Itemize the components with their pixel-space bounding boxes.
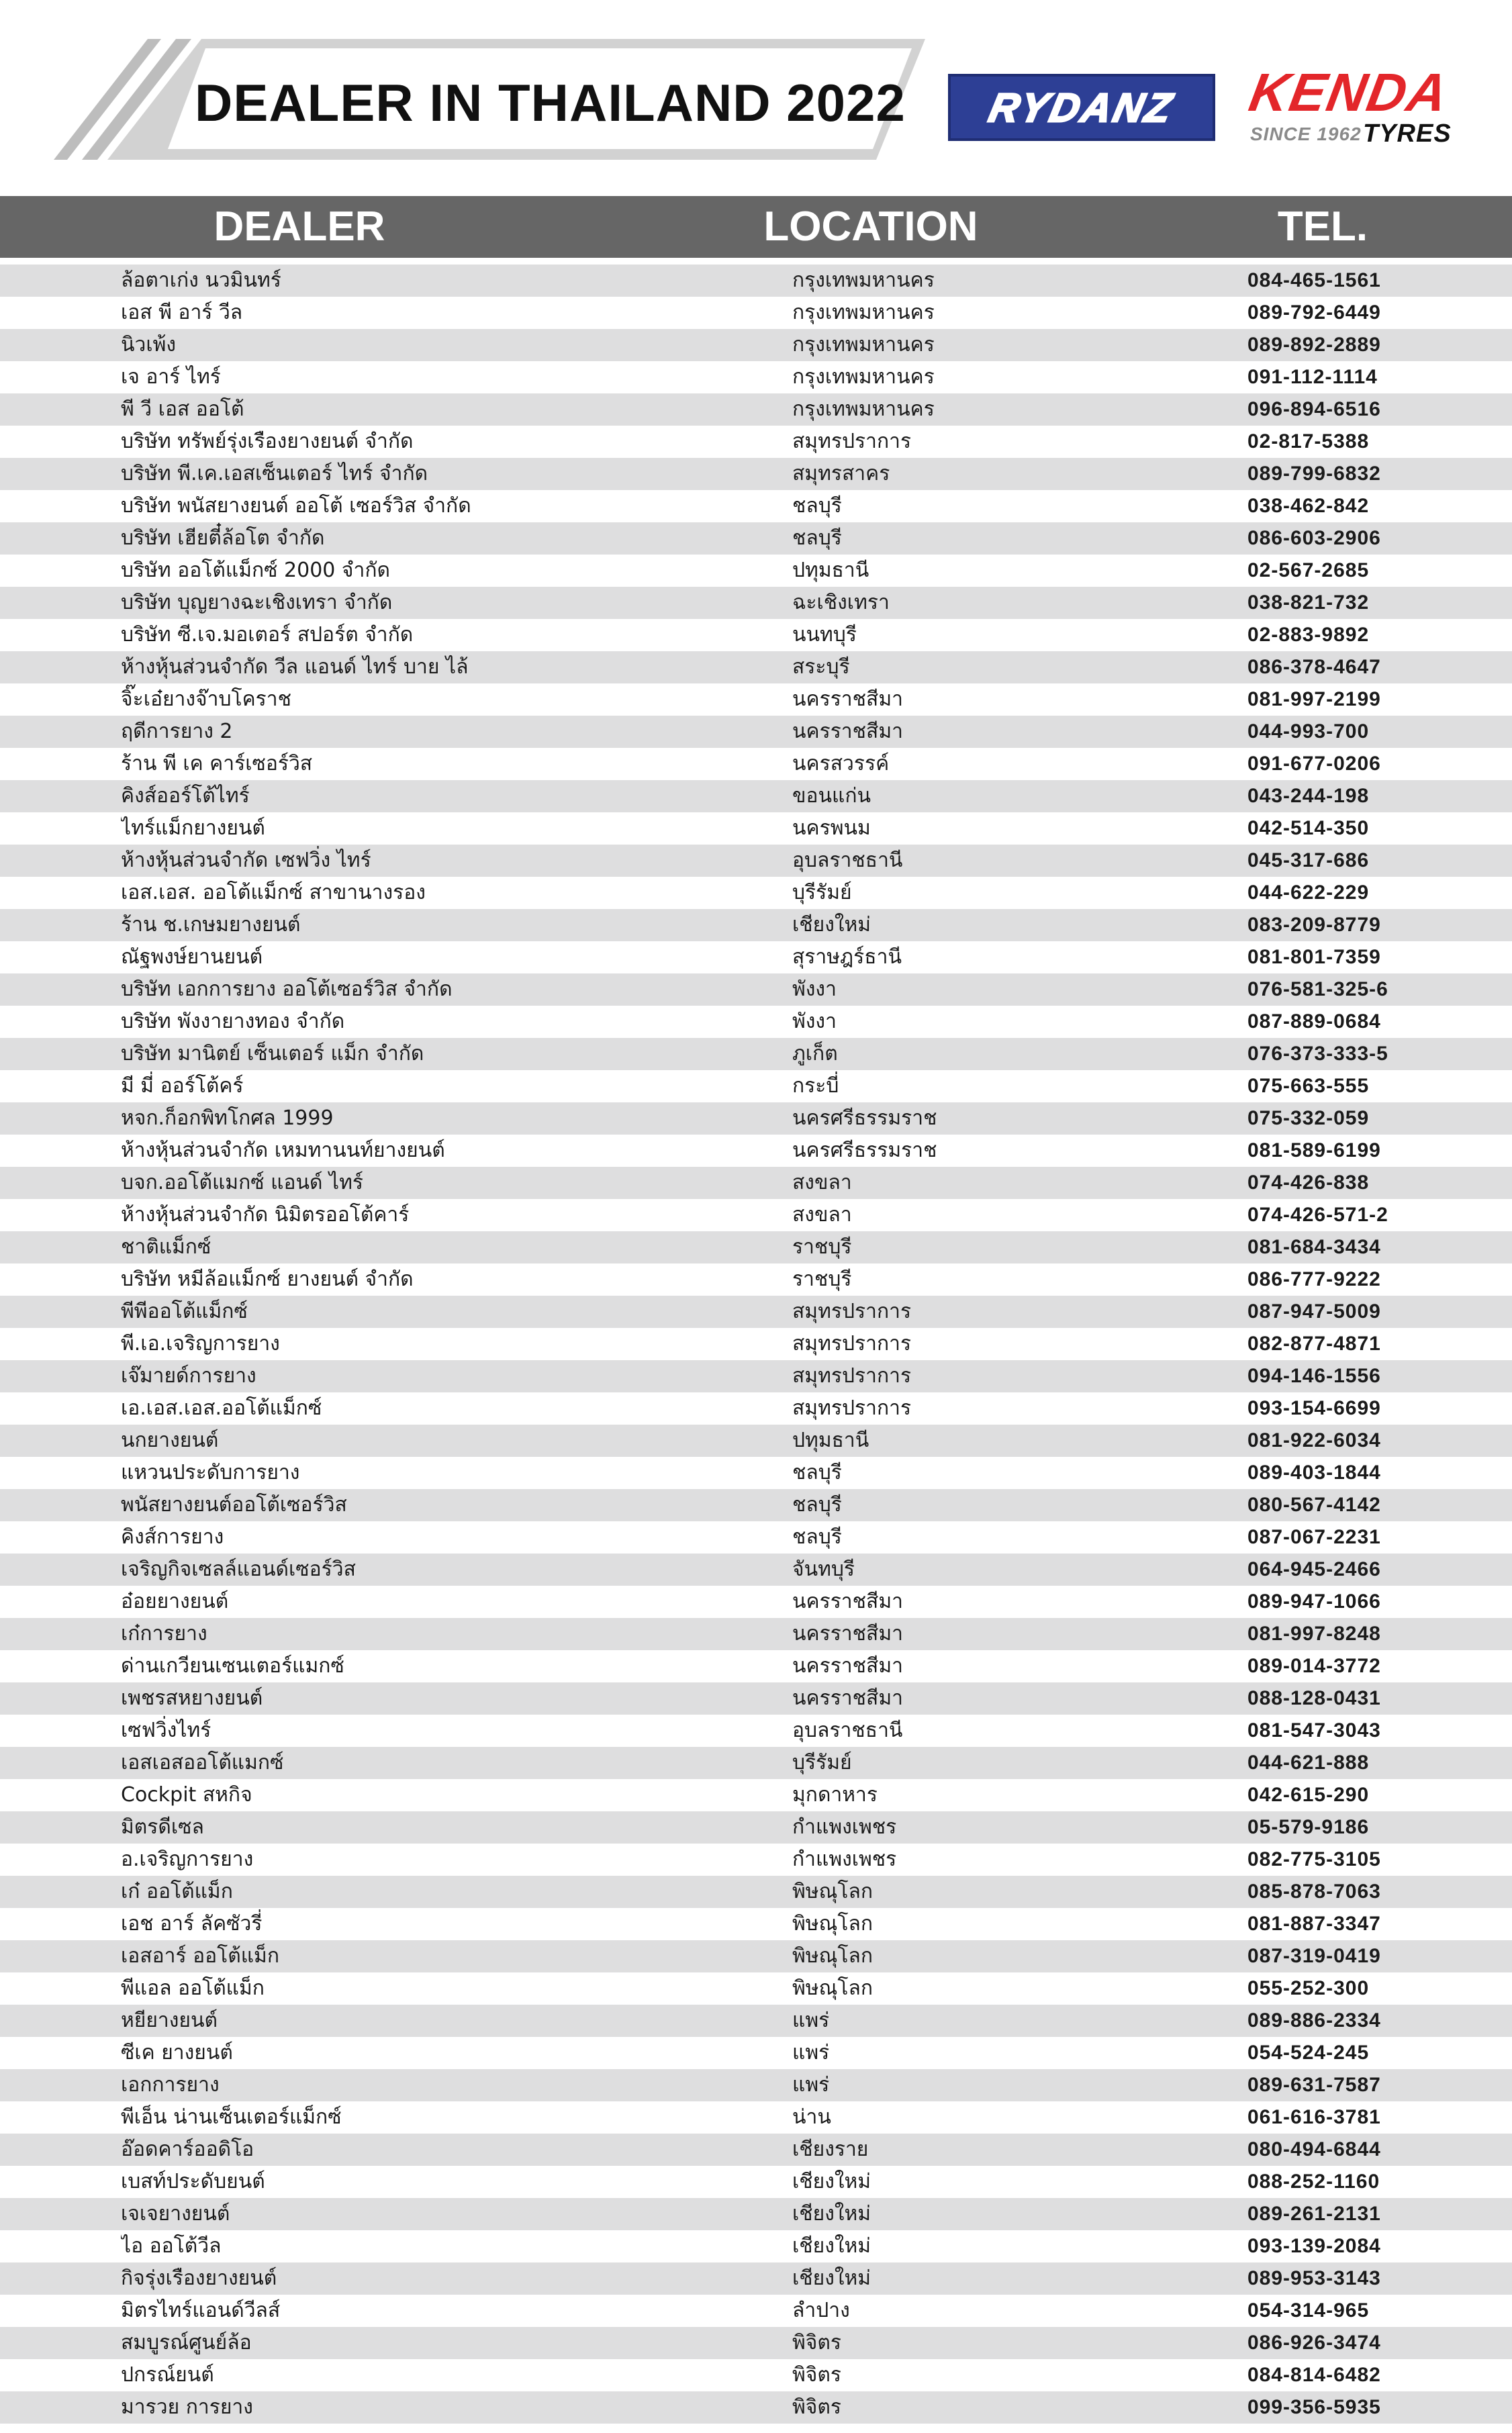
dealer-name-cell: ห้างหุ้นส่วนจำกัด เหมทานนท์ยางยนต์: [121, 1139, 445, 1162]
kenda-logo: [1245, 62, 1465, 148]
location-cell: พังงา: [792, 1010, 837, 1033]
phone-number-cell: 089-892-2889: [1247, 334, 1381, 356]
table-row: [0, 297, 1512, 329]
location-cell: สมุทรปราการ: [792, 1364, 912, 1388]
dealer-name-cell: บริษัท มานิตย์ เซ็นเตอร์ แม็ก จำกัด: [121, 1042, 424, 1065]
dealer-name-cell: ฤดีการยาง 2: [121, 720, 233, 743]
location-cell: นครราชสีมา: [792, 1622, 903, 1645]
dealer-name-cell: กิจรุ่งเรืองยางยนต์: [121, 2267, 277, 2290]
phone-number-cell: 081-684-3434: [1247, 1236, 1381, 1258]
phone-number-cell: 081-589-6199: [1247, 1139, 1381, 1161]
table-row: [0, 522, 1512, 555]
table-header: [0, 196, 1512, 258]
location-cell: สงขลา: [792, 1203, 852, 1227]
dealer-name-cell: ชาติแม็กซ์: [121, 1235, 211, 1259]
location-cell: กรุงเทพมหานคร: [792, 397, 935, 421]
dealer-name-cell: พีพีออโต้แม็กซ์: [121, 1300, 248, 1323]
location-cell: กรุงเทพมหานคร: [792, 269, 935, 292]
location-cell: นครราชสีมา: [792, 1686, 903, 1710]
table-row: [0, 683, 1512, 716]
table-row: [0, 458, 1512, 490]
phone-number-cell: 043-244-198: [1247, 785, 1370, 807]
location-cell: สมุทรปราการ: [792, 1332, 912, 1355]
table-row: [0, 426, 1512, 458]
location-cell: สมุทรปราการ: [792, 430, 912, 453]
location-cell: เชียงใหม่: [792, 2234, 871, 2258]
dealer-name-cell: เจ๊มายด์การยาง: [121, 1364, 256, 1388]
table-row: [0, 1070, 1512, 1102]
phone-number-cell: 05-579-9186: [1247, 1816, 1370, 1838]
phone-number-cell: 064-945-2466: [1247, 1558, 1381, 1580]
phone-number-cell: 045-317-686: [1247, 849, 1370, 871]
dealer-name-cell: บริษัท พี.เค.เอสเซ็นเตอร์ ไทร์ จำกัด: [121, 462, 428, 485]
table-row: [0, 748, 1512, 780]
table-row: [0, 1650, 1512, 1682]
table-row: [0, 1360, 1512, 1392]
phone-number-cell: 075-663-555: [1247, 1075, 1370, 1097]
phone-number-cell: 082-775-3105: [1247, 1848, 1381, 1870]
table-row: [0, 1811, 1512, 1844]
location-cell: สุราษฎร์ธานี: [792, 945, 902, 969]
dealer-name-cell: พี วี เอส ออโต้: [121, 397, 244, 421]
table-row: [0, 780, 1512, 812]
column-header-dealer: DEALER: [214, 203, 385, 250]
dealer-name-cell: คิงส์การยาง: [121, 1525, 224, 1549]
table-row: [0, 2230, 1512, 2262]
phone-number-cell: 088-128-0431: [1247, 1687, 1381, 1709]
location-cell: พิจิตร: [792, 2363, 841, 2387]
phone-number-cell: 081-922-6034: [1247, 1429, 1381, 1451]
table-row: [0, 1392, 1512, 1425]
table-row: [0, 1425, 1512, 1457]
location-cell: เชียงใหม่: [792, 2170, 871, 2193]
location-cell: นครราชสีมา: [792, 1590, 903, 1613]
location-cell: ชลบุรี: [792, 1525, 842, 1549]
dealer-name-cell: บริษัท ออโต้แม็กซ์ 2000 จำกัด: [121, 559, 391, 582]
dealer-name-cell: เพชรสหยางยนต์: [121, 1686, 263, 1710]
phone-number-cell: 080-567-4142: [1247, 1494, 1381, 1516]
dealer-name-cell: ร้าน พี เค คาร์เซอร์วิส: [121, 752, 313, 775]
phone-number-cell: 096-894-6516: [1247, 398, 1381, 420]
table-row: [0, 2327, 1512, 2359]
table-row: [0, 1135, 1512, 1167]
table-row: [0, 941, 1512, 973]
table-row: [0, 1940, 1512, 1972]
phone-number-cell: 089-886-2334: [1247, 2009, 1381, 2032]
table-row: [0, 845, 1512, 877]
phone-number-cell: 089-953-3143: [1247, 2267, 1381, 2289]
dealer-name-cell: มิตรดีเซล: [121, 1815, 204, 1839]
phone-number-cell: 086-777-9222: [1247, 1268, 1381, 1290]
dealer-name-cell: บริษัท พนัสยางยนต์ ออโต้ เซอร์วิส จำกัด: [121, 494, 471, 518]
phone-number-cell: 086-926-3474: [1247, 2332, 1381, 2354]
table-row: [0, 2262, 1512, 2295]
phone-number-cell: 02-567-2685: [1247, 559, 1370, 581]
location-cell: แพร่: [792, 2073, 830, 2097]
phone-number-cell: 055-252-300: [1247, 1977, 1370, 1999]
location-cell: ชลบุรี: [792, 494, 842, 518]
location-cell: กรุงเทพมหานคร: [792, 301, 935, 324]
location-cell: แพร่: [792, 2041, 830, 2064]
dealer-name-cell: หจก.ก็อกพิทโกศล 1999: [121, 1106, 334, 1130]
dealer-name-cell: บริษัท ซี.เจ.มอเตอร์ สปอร์ต จำกัด: [121, 623, 414, 647]
phone-number-cell: 081-997-2199: [1247, 688, 1381, 710]
column-header-tel: TEL.: [1277, 203, 1368, 250]
phone-number-cell: 099-356-5935: [1247, 2396, 1381, 2418]
location-cell: ลำปาง: [792, 2299, 850, 2322]
table-row: [0, 361, 1512, 393]
table-row: [0, 973, 1512, 1006]
table-row: [0, 2069, 1512, 2101]
location-cell: ราชบุรี: [792, 1235, 852, 1259]
phone-number-cell: 061-616-3781: [1247, 2106, 1381, 2128]
location-cell: พิจิตร: [792, 2331, 841, 2354]
table-row: [0, 2101, 1512, 2134]
table-row: [0, 1296, 1512, 1328]
phone-number-cell: 086-603-2906: [1247, 527, 1381, 549]
phone-number-cell: 089-631-7587: [1247, 2074, 1381, 2096]
location-cell: กำแพงเพชร: [792, 1848, 897, 1871]
dealer-name-cell: เซฟวิ่งไทร์: [121, 1719, 211, 1742]
kenda-logo-since: SINCE 1962: [1250, 124, 1362, 144]
table-row: [0, 1908, 1512, 1940]
table-row: [0, 2359, 1512, 2391]
table-row: [0, 909, 1512, 941]
location-cell: พิษณุโลก: [792, 1912, 873, 1936]
table-row: [0, 1328, 1512, 1360]
table-row: [0, 329, 1512, 361]
dealer-name-cell: เอ.เอส.เอส.ออโต้แม็กซ์: [121, 1396, 322, 1420]
phone-number-cell: 089-799-6832: [1247, 463, 1381, 485]
table-row: [0, 2391, 1512, 2424]
page-header: [0, 0, 1512, 195]
dealer-name-cell: บริษัท หมีล้อแม็กซ์ ยางยนต์ จำกัด: [121, 1268, 414, 1291]
kenda-logo-tyres: TYRES: [1363, 120, 1452, 148]
dealer-name-cell: พีเอ็น น่านเซ็นเตอร์แม็กซ์: [121, 2105, 342, 2129]
phone-number-cell: 083-209-8779: [1247, 914, 1381, 936]
dealer-name-cell: ไอ ออโต้วีล: [121, 2234, 222, 2258]
table-row: [0, 2198, 1512, 2230]
phone-number-cell: 038-462-842: [1247, 495, 1370, 517]
dealer-name-cell: พี.เอ.เจริญการยาง: [121, 1332, 280, 1355]
table-row: [0, 1876, 1512, 1908]
phone-number-cell: 042-514-350: [1247, 817, 1370, 839]
column-header-location: LOCATION: [763, 203, 978, 250]
phone-number-cell: 044-621-888: [1247, 1752, 1370, 1774]
table-row: [0, 619, 1512, 651]
dealer-name-cell: ด่านเกวียนเซนเตอร์แมกซ์: [121, 1654, 344, 1678]
dealer-name-cell: เบสท์ประดับยนต์: [121, 2170, 265, 2193]
location-cell: นครศรีธรรมราช: [792, 1139, 937, 1162]
phone-number-cell: 042-615-290: [1247, 1784, 1370, 1806]
location-cell: พิษณุโลก: [792, 1944, 873, 1968]
location-cell: สงขลา: [792, 1171, 852, 1194]
table-row: [0, 393, 1512, 426]
phone-number-cell: 082-877-4871: [1247, 1333, 1381, 1355]
dealer-name-cell: อ๊อดคาร์ออดิโอ: [121, 2138, 254, 2161]
dealer-name-cell: สมบูรณ์ศูนย์ล้อ: [121, 2331, 252, 2354]
location-cell: แพร่: [792, 2009, 830, 2032]
phone-number-cell: 084-814-6482: [1247, 2364, 1381, 2386]
dealer-name-cell: เอช อาร์ ลัคซัวรี่: [121, 1912, 263, 1936]
phone-number-cell: 089-792-6449: [1247, 301, 1381, 324]
table-row: [0, 877, 1512, 909]
location-cell: ชลบุรี: [792, 526, 842, 550]
dealer-name-cell: ห้างหุ้นส่วนจำกัด นิมิตรออโต้คาร์: [121, 1203, 410, 1227]
phone-number-cell: 076-581-325-6: [1247, 978, 1388, 1000]
table-row: [0, 2295, 1512, 2327]
phone-number-cell: 089-947-1066: [1247, 1590, 1381, 1613]
location-cell: นครราชสีมา: [792, 1654, 903, 1678]
location-cell: ชลบุรี: [792, 1493, 842, 1517]
rydanz-logo: [948, 74, 1215, 141]
table-row: [0, 1586, 1512, 1618]
table-row: [0, 1489, 1512, 1521]
location-cell: บุรีรัมย์: [792, 881, 852, 904]
page-title: DEALER IN THAILAND 2022: [195, 73, 906, 132]
phone-number-cell: 075-332-059: [1247, 1107, 1370, 1129]
phone-number-cell: 044-622-229: [1247, 881, 1370, 904]
dealer-name-cell: บริษัท เอกการยาง ออโต้เซอร์วิส จำกัด: [121, 977, 453, 1001]
table-row: [0, 1263, 1512, 1296]
location-cell: นครศรีธรรมราช: [792, 1106, 937, 1130]
table-row: [0, 716, 1512, 748]
location-cell: นครราชสีมา: [792, 720, 903, 743]
dealer-name-cell: ปกรณ์ยนต์: [121, 2363, 214, 2387]
phone-number-cell: 091-112-1114: [1247, 366, 1378, 388]
dealer-name-cell: มารวย การยาง: [121, 2395, 253, 2419]
phone-number-cell: 089-403-1844: [1247, 1462, 1381, 1484]
table-row: [0, 1457, 1512, 1489]
table-row: [0, 1167, 1512, 1199]
location-cell: อุบลราชธานี: [792, 849, 903, 872]
location-cell: อุบลราชธานี: [792, 1719, 903, 1742]
phone-number-cell: 093-139-2084: [1247, 2235, 1381, 2257]
rydanz-logo-text: RYDANZ: [985, 85, 1178, 130]
table-row: [0, 1682, 1512, 1715]
phone-number-cell: 091-677-0206: [1247, 753, 1381, 775]
dealer-name-cell: เอสเอสออโต้แมกซ์: [121, 1751, 284, 1774]
table-row: [0, 2166, 1512, 2198]
location-cell: กำแพงเพชร: [792, 1815, 897, 1839]
dealer-name-cell: มิตรไทร์แอนด์วีลส์: [121, 2299, 281, 2322]
dealer-name-cell: บจก.ออโต้แมกซ์ แอนด์ ไทร์: [121, 1171, 363, 1194]
table-row: [0, 555, 1512, 587]
phone-number-cell: 044-993-700: [1247, 720, 1370, 743]
dealer-name-cell: มี มี่ ออร์โต้คร์: [121, 1074, 244, 1098]
location-cell: สมุทรปราการ: [792, 1396, 912, 1420]
table-row: [0, 1199, 1512, 1231]
phone-number-cell: 02-883-9892: [1247, 624, 1370, 646]
dealer-name-cell: ร้าน ช.เกษมยางยนต์: [121, 913, 301, 937]
table-row: [0, 1715, 1512, 1747]
dealer-name-cell: พีแอล ออโต้แม็ก: [121, 1976, 265, 2000]
phone-number-cell: 084-465-1561: [1247, 269, 1381, 291]
location-cell: เชียงใหม่: [792, 2202, 871, 2226]
location-cell: พิษณุโลก: [792, 1880, 873, 1903]
dealer-name-cell: เก๋ ออโต้แม็ก: [121, 1880, 233, 1903]
location-cell: จันทบุรี: [792, 1558, 855, 1581]
location-cell: พิจิตร: [792, 2395, 841, 2419]
dealer-name-cell: บริษัท ทรัพย์รุ่งเรืองยางยนต์ จำกัด: [121, 430, 414, 453]
phone-number-cell: 087-889-0684: [1247, 1010, 1381, 1033]
location-cell: ภูเก็ต: [792, 1042, 838, 1065]
location-cell: ฉะเชิงเทรา: [792, 591, 890, 614]
dealer-name-cell: นิวเพ้ง: [121, 333, 177, 356]
table-row: [0, 1618, 1512, 1650]
dealer-name-cell: เจเจยางยนต์: [121, 2202, 230, 2226]
dealer-name-cell: จิ๊ะเอ๋ยางจ๊าบโคราช: [121, 687, 292, 711]
table-row: [0, 1006, 1512, 1038]
dealer-name-cell: ณัฐพงษ์ยานยนต์: [121, 945, 263, 969]
location-cell: ปทุมธานี: [792, 559, 869, 582]
phone-number-cell: 038-821-732: [1247, 591, 1370, 614]
location-cell: บุรีรัมย์: [792, 1751, 852, 1774]
dealer-name-cell: นกยางยนต์: [121, 1429, 219, 1452]
phone-number-cell: 094-146-1556: [1247, 1365, 1381, 1387]
table-row: [0, 1554, 1512, 1586]
table-row: [0, 1102, 1512, 1135]
phone-number-cell: 089-261-2131: [1247, 2203, 1381, 2225]
phone-number-cell: 093-154-6699: [1247, 1397, 1381, 1419]
location-cell: ราชบุรี: [792, 1268, 852, 1291]
phone-number-cell: 086-378-4647: [1247, 656, 1381, 678]
dealer-name-cell: เอส.เอส. ออโต้แม็กซ์ สาขานางรอง: [121, 881, 426, 904]
table-row: [0, 587, 1512, 619]
location-cell: มุกดาหาร: [792, 1783, 878, 1807]
table-row: [0, 490, 1512, 522]
phone-number-cell: 081-547-3043: [1247, 1719, 1381, 1742]
location-cell: นครสวรรค์: [792, 752, 890, 775]
phone-number-cell: 088-252-1160: [1247, 2170, 1380, 2193]
location-cell: กระบี่: [792, 1074, 839, 1098]
dealer-name-cell: ห้างหุ้นส่วนจำกัด เซฟวิ่ง ไทร์: [121, 849, 371, 872]
dealer-name-cell: พนัสยางยนต์ออโต้เซอร์วิส: [121, 1493, 347, 1517]
location-cell: สมุทรปราการ: [792, 1300, 912, 1323]
phone-number-cell: 074-426-571-2: [1247, 1204, 1388, 1226]
dealer-name-cell: เจริญกิจเซลล์แอนด์เซอร์วิส: [121, 1558, 356, 1581]
phone-number-cell: 02-817-5388: [1247, 430, 1370, 452]
table-row: [0, 2134, 1512, 2166]
dealer-name-cell: แหวนประดับการยาง: [121, 1461, 300, 1484]
dealer-name-cell: อ๋อยยางยนต์: [121, 1590, 229, 1613]
dealer-name-cell: บริษัท พังงายางทอง จำกัด: [121, 1010, 345, 1033]
phone-number-cell: 074-426-838: [1247, 1172, 1370, 1194]
dealer-name-cell: ไทร์แม็กยางยนต์: [121, 816, 265, 840]
dealer-name-cell: ล้อตาเก่ง นวมินทร์: [121, 269, 281, 292]
location-cell: สมุทรสาคร: [792, 462, 890, 485]
dealer-name-cell: เจ อาร์ ไทร์: [121, 365, 221, 389]
location-cell: ชลบุรี: [792, 1461, 842, 1484]
location-cell: เชียงใหม่: [792, 913, 871, 937]
location-cell: ขอนแก่น: [792, 784, 871, 808]
location-cell: สระบุรี: [792, 655, 850, 679]
location-cell: นนทบุรี: [792, 623, 857, 647]
location-cell: นครพนม: [792, 816, 871, 840]
table-row: [0, 1231, 1512, 1263]
location-cell: เชียงราย: [792, 2138, 869, 2161]
kenda-logo-word: KENDA: [1245, 62, 1454, 122]
table-row: [0, 2037, 1512, 2069]
table-row: [0, 812, 1512, 845]
dealer-name-cell: เอส พี อาร์ วีล: [121, 301, 243, 324]
table-row: [0, 1844, 1512, 1876]
table-row: [0, 651, 1512, 683]
phone-number-cell: 089-014-3772: [1247, 1655, 1381, 1677]
phone-number-cell: 081-997-8248: [1247, 1623, 1381, 1645]
dealer-name-cell: บริษัท เฮียตี๋ล้อโต จำกัด: [121, 526, 325, 550]
table-row: [0, 1779, 1512, 1811]
table-row: [0, 1521, 1512, 1554]
phone-number-cell: 087-067-2231: [1247, 1526, 1381, 1548]
table-row: [0, 2005, 1512, 2037]
table-row: [0, 1747, 1512, 1779]
location-cell: ปทุมธานี: [792, 1429, 869, 1452]
dealer-name-cell: อ.เจริญการยาง: [121, 1848, 254, 1871]
dealer-name-cell: เอกการยาง: [121, 2073, 220, 2097]
dealer-name-cell: ห้างหุ้นส่วนจำกัด วีล แอนด์ ไทร์ บาย ไล้: [121, 655, 469, 679]
dealer-name-cell: บริษัท บุญยางฉะเชิงเทรา จำกัด: [121, 591, 393, 614]
phone-number-cell: 087-319-0419: [1247, 1945, 1381, 1967]
table-row: [0, 1972, 1512, 2005]
table-row: [0, 1038, 1512, 1070]
location-cell: พิษณุโลก: [792, 1976, 873, 2000]
phone-number-cell: 076-373-333-5: [1247, 1043, 1388, 1065]
phone-number-cell: 087-947-5009: [1247, 1300, 1381, 1323]
phone-number-cell: 081-887-3347: [1247, 1913, 1381, 1935]
dealer-name-cell: คิงส์ออร์โต้ไทร์: [121, 784, 250, 808]
table-row: [0, 265, 1512, 297]
location-cell: น่าน: [792, 2105, 831, 2129]
location-cell: กรุงเทพมหานคร: [792, 365, 935, 389]
dealer-name-cell: เก๋การยาง: [121, 1622, 207, 1645]
phone-number-cell: 085-878-7063: [1247, 1880, 1381, 1903]
location-cell: กรุงเทพมหานคร: [792, 333, 935, 356]
phone-number-cell: 081-801-7359: [1247, 946, 1381, 968]
location-cell: นครราชสีมา: [792, 687, 903, 711]
phone-number-cell: 080-494-6844: [1247, 2138, 1381, 2160]
dealer-name-cell: ซีเค ยางยนต์: [121, 2041, 233, 2064]
dealer-name-cell: หยียางยนต์: [121, 2009, 218, 2032]
dealer-name-cell: Cockpit สหกิจ: [121, 1783, 252, 1807]
phone-number-cell: 054-524-245: [1247, 2042, 1370, 2064]
dealer-name-cell: เอสอาร์ ออโต้แม็ก: [121, 1944, 280, 1968]
location-cell: พังงา: [792, 977, 837, 1001]
location-cell: เชียงใหม่: [792, 2267, 871, 2290]
phone-number-cell: 054-314-965: [1247, 2299, 1370, 2322]
